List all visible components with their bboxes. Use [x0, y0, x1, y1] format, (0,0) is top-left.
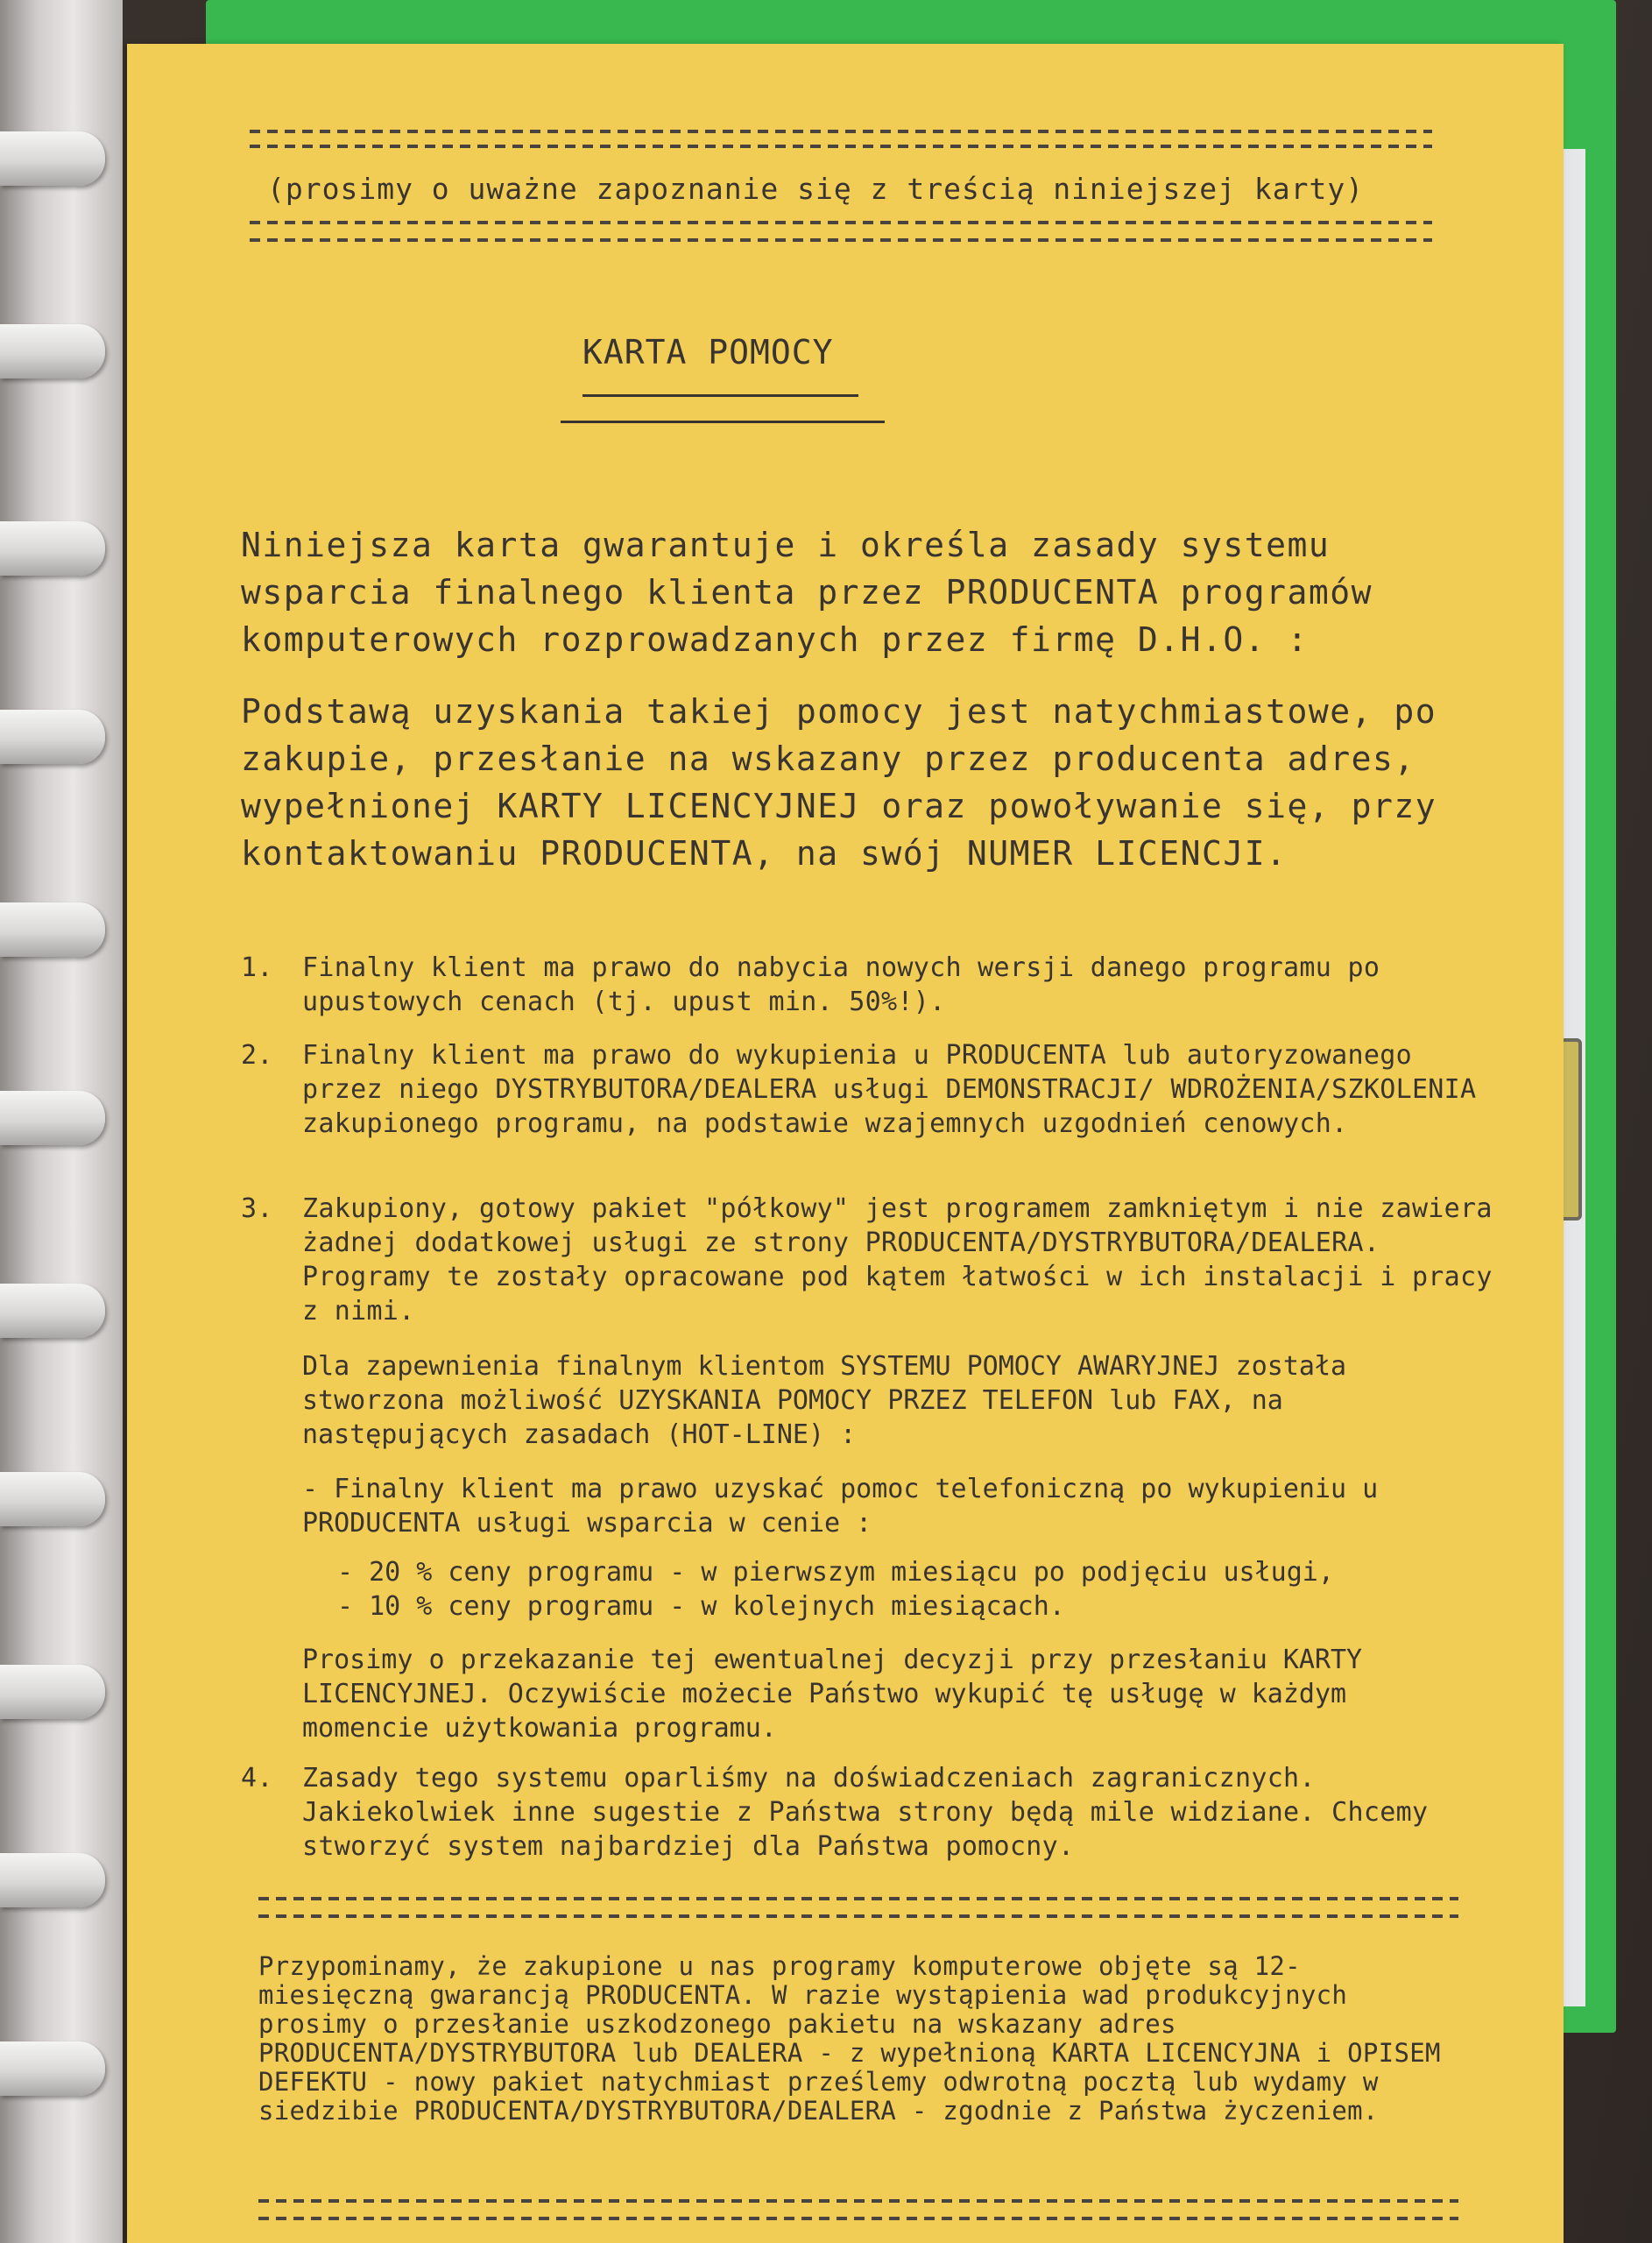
binder-ring	[0, 324, 105, 379]
notice-text: (prosimy o uważne zapoznanie się z treścią niniejszej karty)	[267, 172, 1365, 206]
intro-paragraph: Niniejsza karta gwarantuje i określa zasady systemu wsparcia finalnego klienta przez PRODUCENTA programów komputerowych rozprowadzanych przez firmę D.H.O. :	[241, 526, 1373, 659]
list-number: 2.	[241, 1040, 273, 1071]
binder-ring	[0, 902, 105, 957]
price-bullet: - 10 % ceny programu - w kolejnych miesiącach.	[337, 1591, 1065, 1622]
hotline-intro: Dla zapewnienia finalnym klientom SYSTEMU POMOCY AWARYJNEJ została stworzona możliwość UZYSKANIA POMOCY PRZEZ TELEFON lub FAX, na następujących zasadach (HOT-LINE) :	[302, 1351, 1347, 1450]
binder-ring	[0, 1284, 105, 1338]
list-text: Zakupiony, gotowy pakiet "półkowy" jest programem zamkniętym i nie zawiera żadnej dodatkowej usługi ze strony PRODUCENTA/DYSTRYBUTORA/DEALERA. Programy te zostały opracowane pod kątem łatwości w ich instalacji i pracy z nimi.	[302, 1193, 1493, 1327]
binder-ring	[0, 1091, 105, 1145]
list-number: 3.	[241, 1193, 273, 1224]
dashed-rule	[250, 145, 1432, 148]
binder-ring	[0, 2041, 105, 2096]
list-text: Zasady tego systemu oparliśmy na doświadczeniach zagranicznych. Jakiekolwiek inne sugestie z Państwa strony będą mile widziane. Chcemy stworzyć system najbardziej dla Państwa pomocny.	[302, 1763, 1429, 1862]
dashed-rule	[250, 221, 1432, 224]
binder-ring	[0, 710, 105, 764]
warranty-footer: Przypominamy, że zakupione u nas programy komputerowe objęte są 12-miesięczną gwarancją PRODUCENTA. W razie wystąpienia wad produkcyjnych prosimy o przesłanie uszkodzonego pakietu na wskazany adres PRODUCENTA/DYSTRYBUTORA lub DEALERA - z wypełnioną KARTA LICENCYJNA i OPISEM DEFEKTU - nowy pakiet natychmiast prześlemy odwrotną pocztą lub wydamy w siedzibie PRODUCENTA/DYSTRYBUTORA/DEALERA - zgodnie z Państwa życzeniem.	[258, 1951, 1441, 2126]
price-bullet: - 20 % ceny programu - w pierwszym miesiącu po podjęciu usługi,	[337, 1557, 1334, 1588]
binder-ring	[0, 1853, 105, 1907]
dashed-rule	[258, 2199, 1458, 2203]
decision-note: Prosimy o przekazanie tej ewentualnej decyzji przy przesłaniu KARTY LICENCYJNEJ. Oczywiście możecie Państwo wykupić tę usługę w każdym momencie użytkowania programu.	[302, 1645, 1363, 1744]
dashed-rule	[258, 1914, 1458, 1918]
dashed-rule	[250, 130, 1432, 133]
title-underline	[582, 394, 858, 397]
list-number: 4.	[241, 1763, 273, 1794]
dashed-rule	[250, 238, 1432, 242]
binder-ring	[0, 1472, 105, 1526]
list-number: 1.	[241, 952, 273, 983]
intro-paragraph: Podstawą uzyskania takiej pomocy jest natychmiastowe, po zakupie, przesłanie na wskazany przez producenta adres, wypełnionej KARTY LICENCYJNEJ oraz powoływanie się, przy kontaktowaniu PRODUCENTA, na swój NUMER LICENCJI.	[241, 692, 1437, 873]
dashed-rule	[258, 1897, 1458, 1900]
title-underline	[561, 421, 885, 423]
list-text: Finalny klient ma prawo do wykupienia u PRODUCENTA lub autoryzowanego przez niego DYSTRYBUTORA/DEALERA usługi DEMONSTRACJI/ WDROŻENIA/SZKOLENIA zakupionego programu, na podstawie wzajemnych uzgodnień cenowych.	[302, 1040, 1477, 1139]
list-text: Finalny klient ma prawo do nabycia nowych wersji danego programu po upustowych cenach (tj. upust min. 50%!).	[302, 952, 1380, 1017]
hotline-bullet: - Finalny klient ma prawo uzyskać pomoc telefoniczną po wykupieniu u PRODUCENTA usługi wsparcia w cenie :	[302, 1474, 1379, 1539]
binder-ring	[0, 131, 105, 186]
card-title: KARTA POMOCY	[582, 333, 834, 371]
card-content	[127, 44, 1564, 2243]
binder-ring	[0, 521, 105, 576]
binder-ring	[0, 1665, 105, 1719]
dashed-rule	[258, 2217, 1458, 2220]
